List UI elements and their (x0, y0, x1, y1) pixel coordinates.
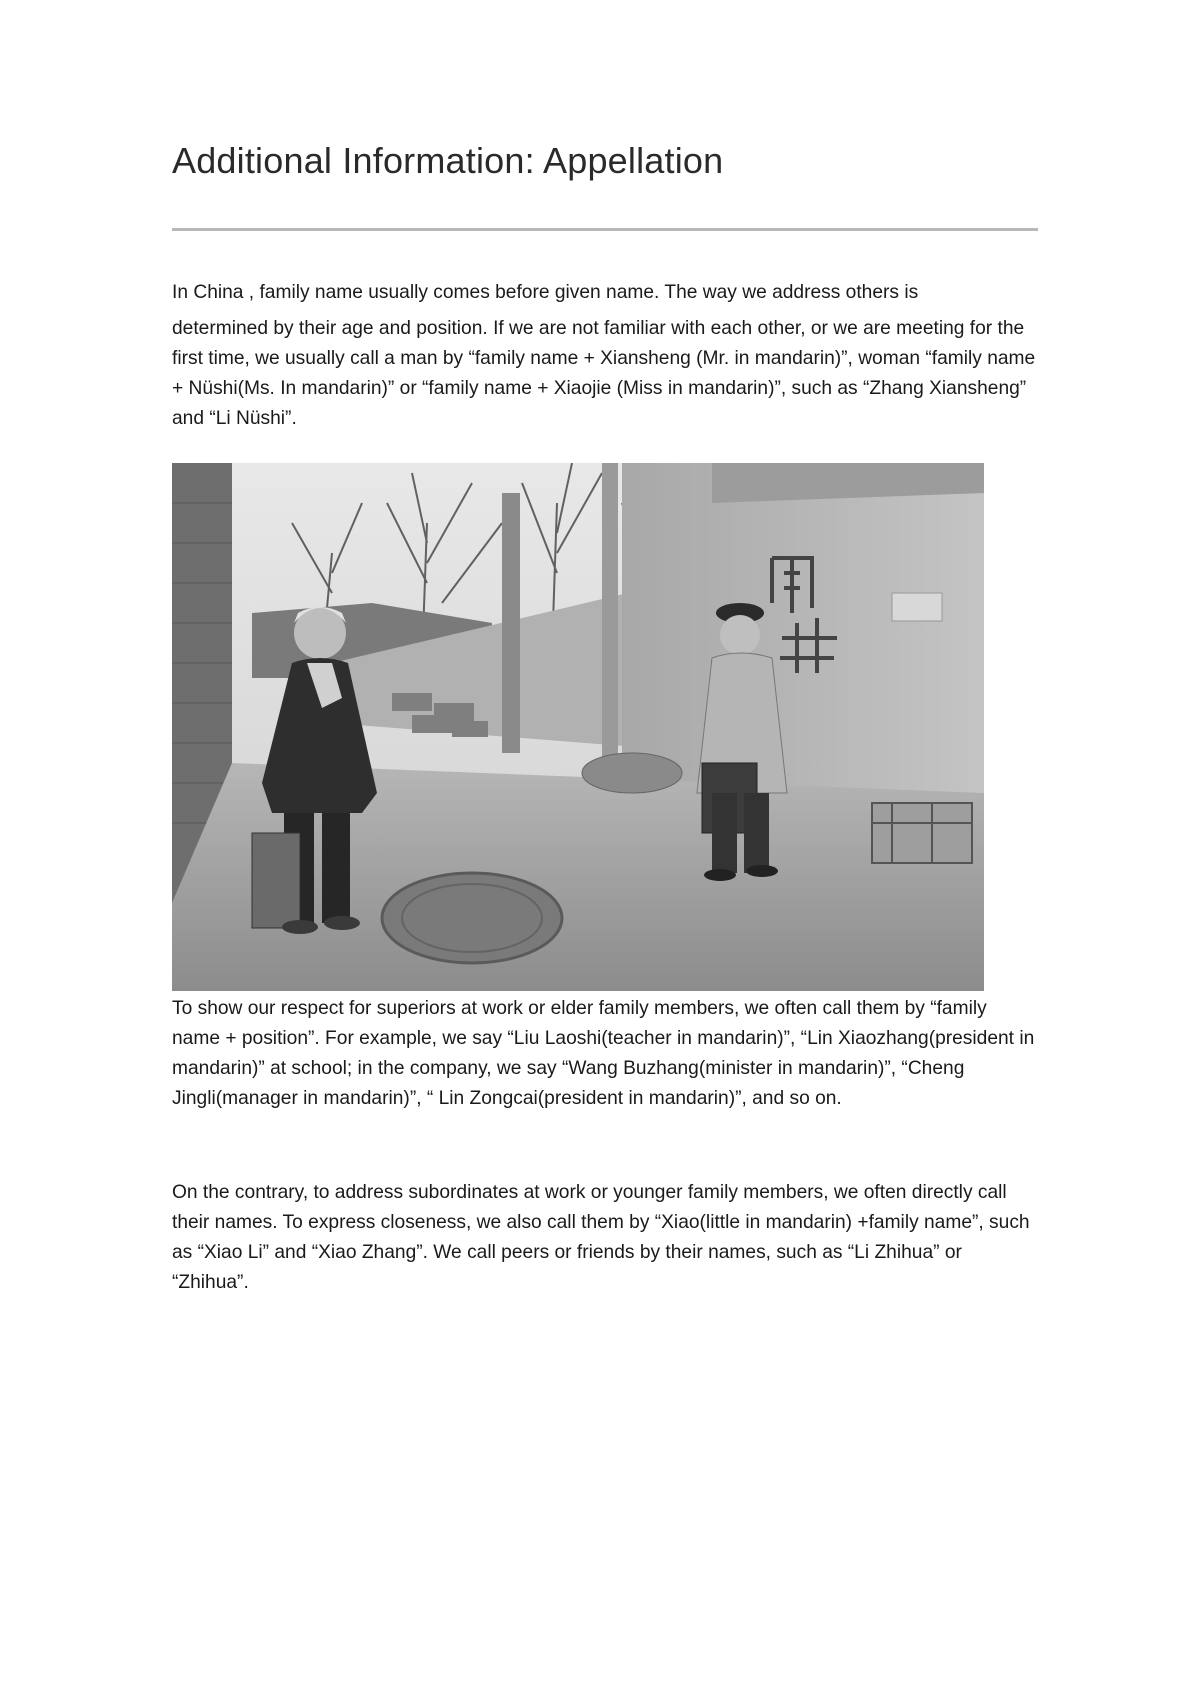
paragraph-intro (172, 278, 1038, 434)
hutong-photo-illustration (172, 463, 984, 991)
title-divider (172, 228, 1038, 231)
paragraph-intro-rest: determined by their age and position. If we are not familiar with each other, or we are meeting for the first time, we usually call a man by “family name + Xiansheng (Mr. in mandarin)”, woman “family name + Nüshi(Ms. In mandarin)” or “family name + Xiaojie (Miss in mandarin)”, such as “Zhang Xiansheng” and “Li Nüshi”. (172, 318, 1036, 429)
paragraph-intro-line1: In China , family name usually comes before given name. The way we address others is (172, 282, 919, 303)
page-title: Additional Information: Appellation (172, 140, 724, 181)
paragraph-subordinates: On the contrary, to address subordinates at work or younger family members, we often directly call their names. To express closeness, we also call them by “Xiao(little in mandarin) +family name”, such as “Xiao Li” and “Xiao Zhang”. We call peers or friends by their names, such as “Li Zhihua” or “Zhihua”. (172, 1182, 1030, 1293)
hutong-photo (172, 463, 984, 991)
paragraph-respect: To show our respect for superiors at work or elder family members, we often call them by “family name + position”. For example, we say “Liu Laoshi(teacher in mandarin)”, “Lin Xiaozhang(president in mandarin)” at school; in the company, we say “Wang Buzhang(minister in mandarin)”, “Cheng Jingli(manager in mandarin)”, “ Lin Zongcai(president in mandarin)”, and so on. (172, 998, 1035, 1109)
